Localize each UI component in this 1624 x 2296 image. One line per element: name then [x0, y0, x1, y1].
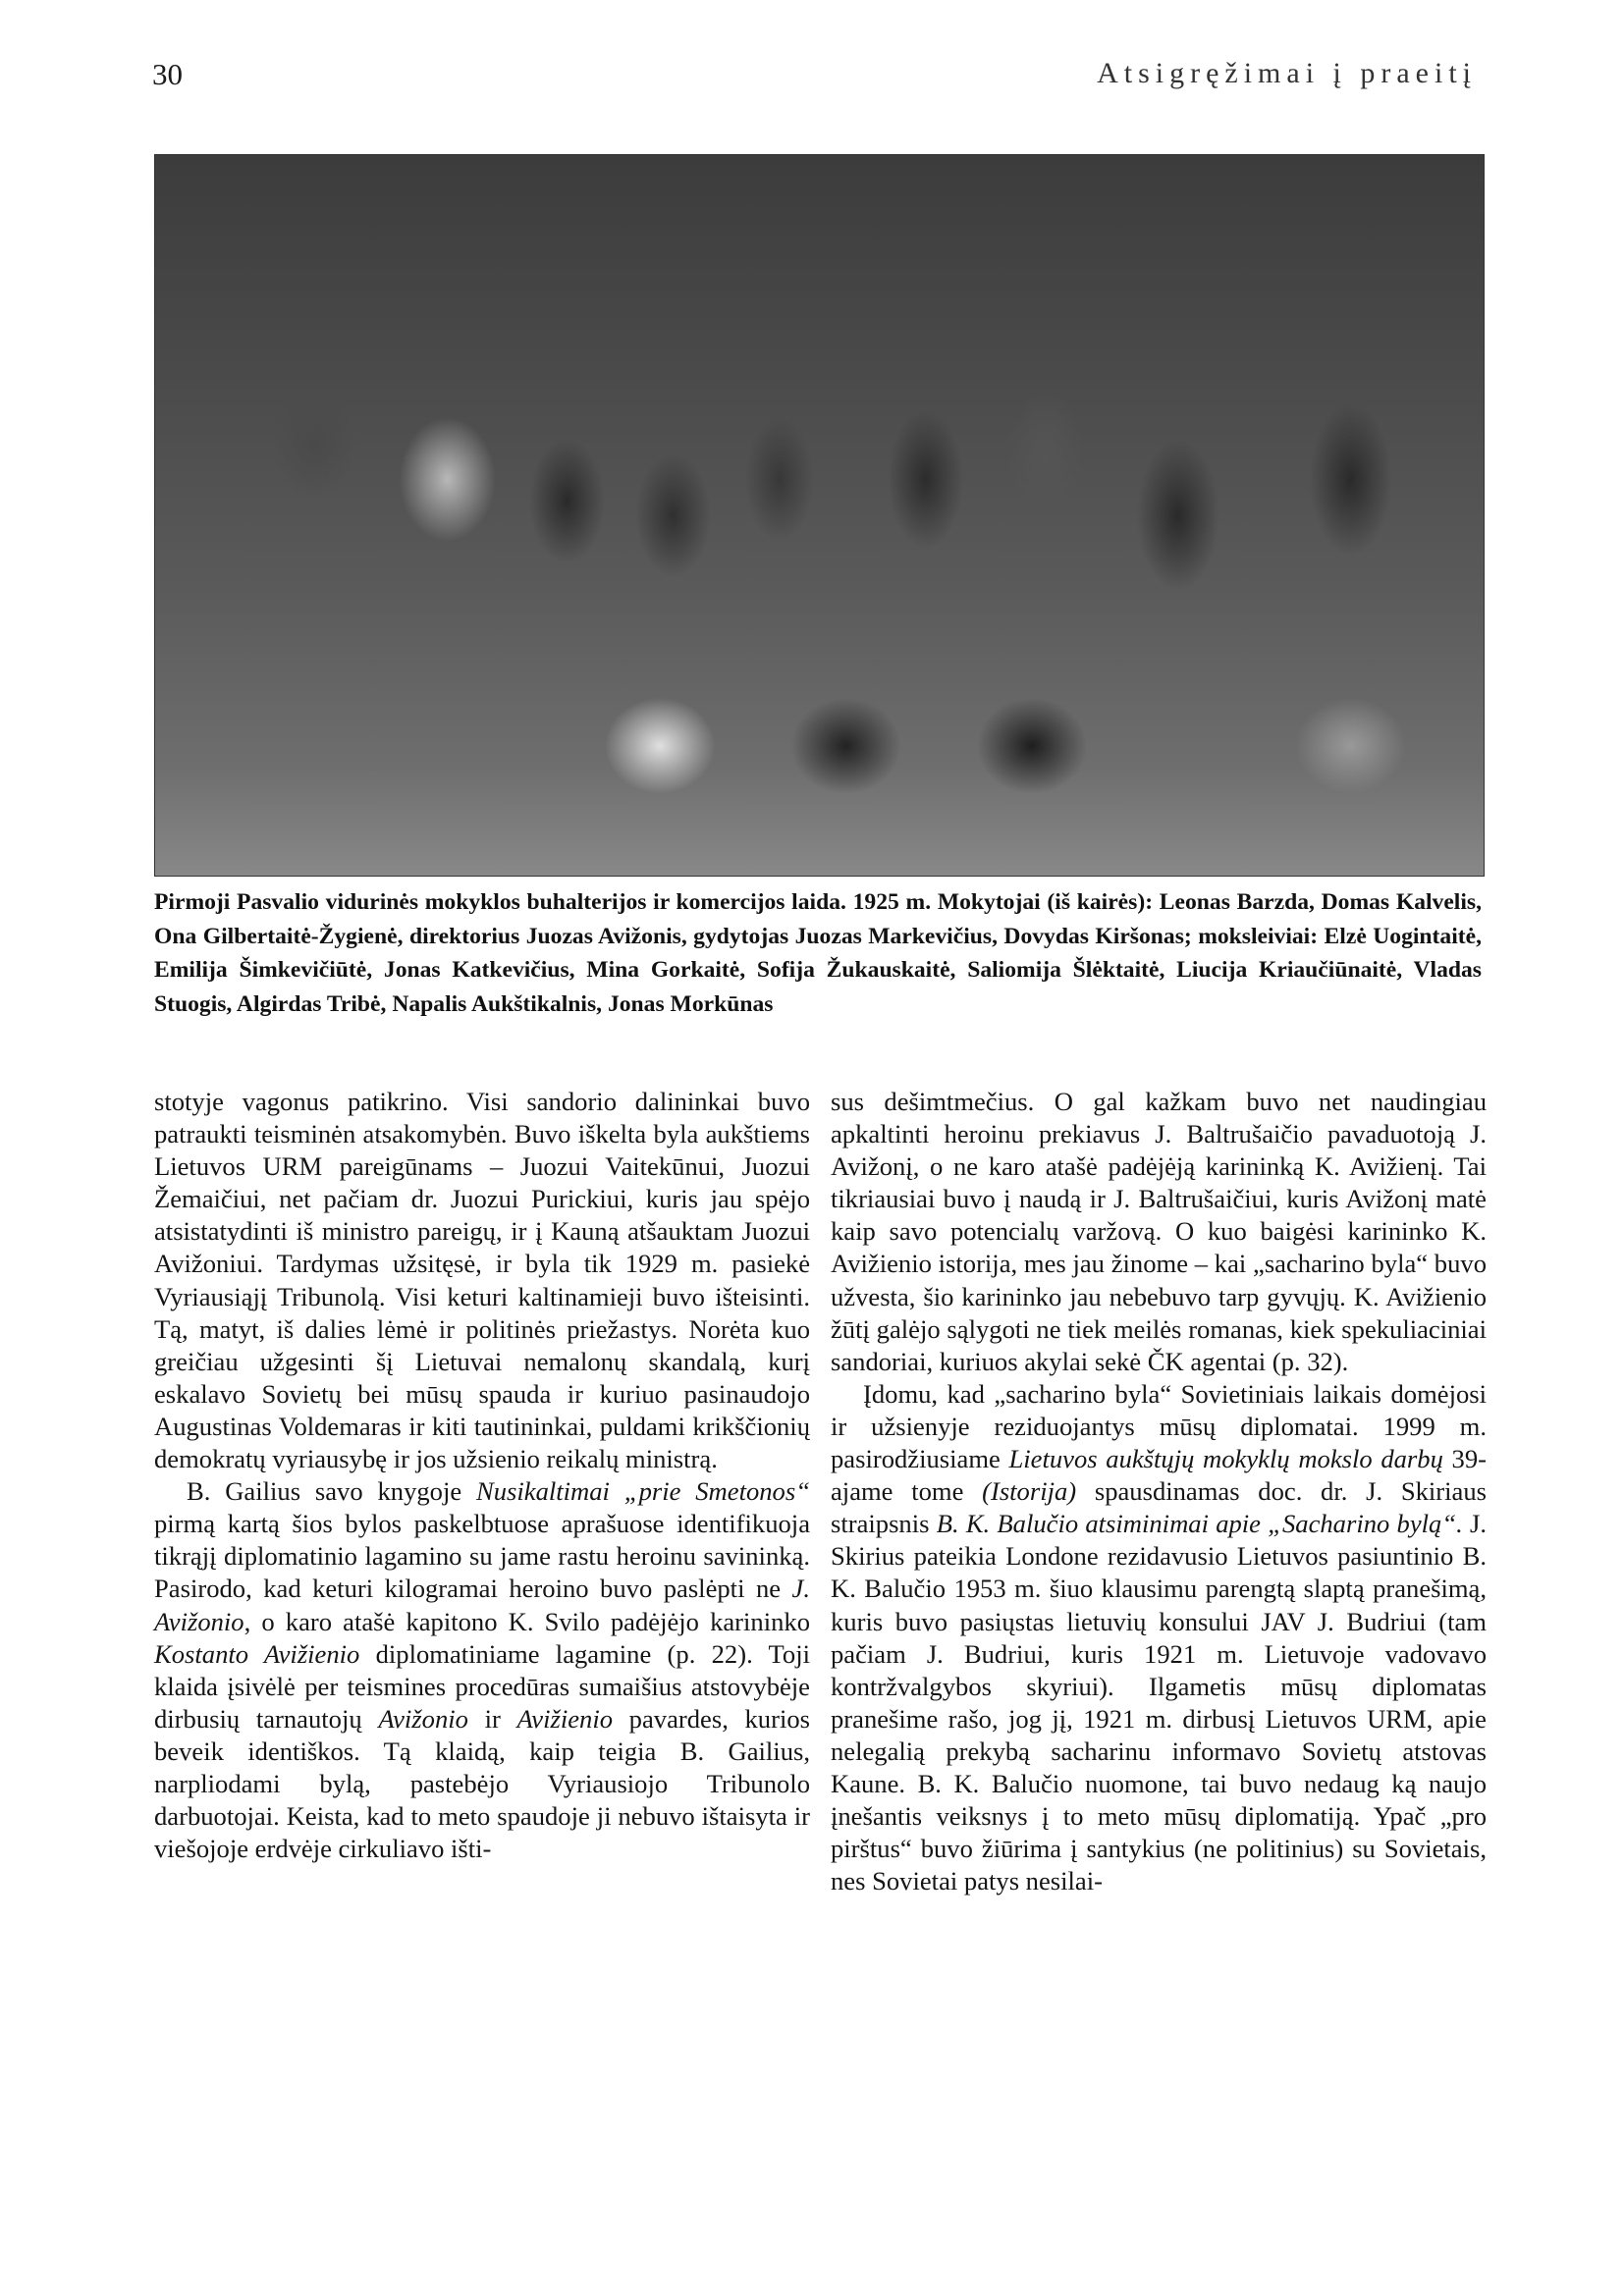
running-title: Atsigręžimai į praeitį — [1097, 57, 1477, 89]
emphasized-name: Kostanto Avižienio — [154, 1638, 360, 1669]
body-column-left — [154, 1086, 810, 1865]
paragraph: stotyje vagonus patikrino. Visi sandorio dalininkai buvo patraukti teisminėn atsakomybėn. Buvo iškelta byla aukštiems Lietuvos URM pareigūnams – Juozui Vaitekūnui, Juozui Žemaičiui, net pačiam dr. Juozui Purickiui, kuris jau spėjo atsistatydinti iš ministro pareigų, ir į Kauną atšauktam Juozui Avižoniui. Tardymas užsitęsė, ir byla tik 1929 m. pasiekė Vyriausiąjį Tribunolą. Visi keturi kaltinamieji buvo išteisinti. Tą, matyt, iš dalies lėmė ir politinės priežastys. Norėta kuo greičiau užgesinti šį Lietuvai nemalonų skandalą, kurį eskalavo Sovietų bei mūsų spauda ir kuriuo pasinaudojo Augustinas Voldemaras ir kiti tautininkai, puldami krikščionių demokratų vyriausybę ir jos užsienio reikalų ministrą. — [154, 1087, 810, 1474]
body-column-right — [831, 1086, 1487, 1897]
paragraph: Įdomu, kad „sacharino byla“ Sovietiniais laikais domėjosi ir užsienyje reziduojantys mūsų diplomatai. 1999 m. pasirodžiusiame Lietuvos aukštųjų mokyklų mokslo darbų 39-ajame tome (Istorija) spausdinamas doc. dr. J. Skiriaus straipsnis B. K. Balučio atsiminimai apie „Sacharino bylą“. J. Skirius pateikia Londone rezidavusio Lietuvos pasiuntinio B. K. Balučio 1953 m. šiuo klausimu parengtą slaptą pranešimą, kuris buvo pasiųstas lietuvių konsului JAV J. Budriui (tam pačiam J. Budriui, kuris 1921 m. Lietuvoje vadovavo kontržvalgybos skyriui). Ilgametis mūsų diplomatas pranešime rašo, jog jį, 1921 m. dirbusį Lietuvos URM, apie nelegalią prekybą sacharinu informavo Sovietų atstovas Kaune. B. K. Balučio nuomone, tai buvo nedaug ką naujo įnešantis veiksnys į to meto mūsų diplomatiją. Ypač „pro pirštus“ buvo žiūrima į santykius (ne politinius) su Sovietais, nes Sovietai patys nesilai- — [831, 1378, 1487, 1896]
book-title: Nusikaltimai „prie Smetonos“ — [476, 1476, 810, 1507]
page-number: 30 — [152, 57, 183, 91]
article-title: B. K. Balučio atsiminimai apie „Sacharino bylą“. — [936, 1509, 1463, 1539]
group-photograph — [154, 154, 1485, 877]
emphasized-name: J. Avižonio — [154, 1574, 810, 1636]
paragraph: B. Gailius savo knygoje Nusikaltimai „prie Smetonos“ pirmą kartą šios bylos paskelbtuose aprašuose identifikuoja tikrąjį diplomatinio lagamino su jame rastu heroinu savininką. Pasirodo, kad keturi kilogramai heroino buvo paslėpti ne J. Avižonio, o karo atašė kapitono K. Svilo padėjėjo karininko Kostanto Avižienio diplomatiniame lagamine (p. 22). Toji klaida įsivėlė per teismines procedūras sumaišius atstovybėje dirbusių tarnautojų Avižonio ir Avižienio pavardes, kurios beveik identiškos. Tą klaidą, kaip teigia B. Gailius, narpliodami bylą, pastebėjo Vyriausiojo Tribunolo darbuotojai. Keista, kad to meto spaudoje ji nebuvo ištaisyta ir viešojoje erdvėje cirkuliavo išti- — [154, 1476, 810, 1864]
volume-subtitle: (Istorija) — [982, 1476, 1077, 1507]
emphasized-name: Avižonio — [378, 1703, 468, 1734]
publication-title: Lietuvos aukštųjų mokyklų mokslo darbų — [1008, 1444, 1443, 1474]
figure-caption: Pirmoji Pasvalio vidurinės mokyklos buhalterijos ir komercijos laida. 1925 m. Mokytojai (iš kairės): Leonas Barzda, Domas Kalvelis, Ona Gilbertaitė-Žygienė, direktorius Juozas Avižonis, gydytojas Juozas Markevičius, Dovydas Kiršonas; moksleiviai: Elzė Uogintaitė, Emilija Šimkevičiūtė, Jonas Katkevičius, Mina Gorkaitė, Sofija Žukauskaitė, Saliomija Šlėktaitė, Liucija Kriaučiūnaitė, Vladas Stuogis, Algirdas Tribė, Napalis Aukštikalnis, Jonas Morkūnas — [154, 889, 1482, 1017]
emphasized-name: Avižienio — [516, 1703, 614, 1734]
paragraph: sus dešimtmečius. O gal kažkam buvo net naudingiau apkaltinti heroinu prekiavus J. Baltrušaičio pavaduotoją J. Avižonį, o ne karo atašė padėjėją karininką K. Avižienį. Tai tikriausiai buvo į naudą ir J. Baltrušaičiui, kuris Avižonį matė kaip savo potencialų varžovą. O kuo baigėsi karininko K. Avižienio istorija, mes jau žinome – kai „sacharino byla“ buvo užvesta, šio karininko jau nebebuvo tarp gyvųjų. K. Avižienio žūtį galėjo sąlygoti ne tiek meilės romanas, kiek spekuliaciniai sandoriai, kuriuos akylai sekė ČK agentai (p. 32). — [831, 1087, 1487, 1376]
